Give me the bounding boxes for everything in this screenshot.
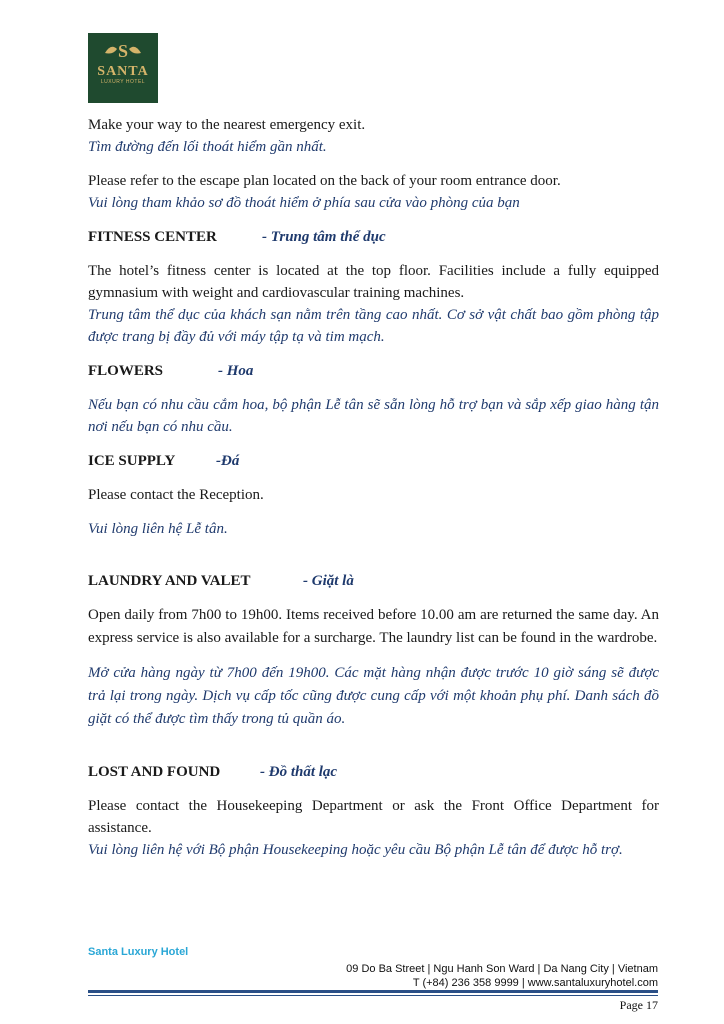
logo-subtitle: LUXURY HOTEL: [100, 79, 146, 85]
flowers-heading-vi: - Hoa: [218, 363, 254, 379]
page-content: [88, 114, 659, 861]
fitness-heading: [88, 226, 659, 248]
emergency-text-en: Make your way to the nearest emergency exit.: [88, 117, 366, 133]
escape-plan-text-vi: Vui lòng tham khảo sơ đồ thoát hiểm ở phía sau cửa vào phòng của bạn: [88, 195, 520, 211]
ice-text-vi: Vui lòng liên hệ Lễ tân.: [88, 521, 228, 537]
svg-text:S: S: [117, 41, 129, 61]
emergency-text-vi: Tìm đường đến lối thoát hiểm gần nhất.: [88, 139, 327, 155]
fitness-text-vi: Trung tâm thể dục của khách sạn nằm trên tầng cao nhất. Cơ sở vật chất bao gồm phòng tập được trang bị đầy đủ với máy tập tạ và tim mạch.: [88, 307, 659, 345]
footer-rule-thin: [88, 995, 658, 996]
lost-found-heading: [88, 761, 659, 783]
ice-heading: [88, 450, 659, 472]
laundry-heading-en: LAUNDRY AND VALET: [88, 573, 251, 589]
footer-address: 09 Do Ba Street | Ngu Hanh Son Ward | Da Nang City | Vietnam: [346, 963, 658, 975]
footer-contact: T (+84) 236 358 9999 | www.santaluxuryhotel.com: [412, 977, 658, 989]
laundry-heading-vi: - Giặt là: [303, 573, 354, 589]
fitness-heading-en: FITNESS CENTER: [88, 229, 217, 245]
ice-heading-en: ICE SUPPLY: [88, 453, 176, 469]
footer-brand: Santa Luxury Hotel: [88, 946, 189, 958]
laundry-heading: [88, 570, 659, 592]
lost-found-text-en: Please contact the Housekeeping Department or ask the Front Office Department for assistance.: [88, 798, 659, 836]
lost-found-text-vi: Vui lòng liên hệ với Bộ phận Housekeeping hoặc yêu cầu Bộ phận Lễ tân để được hỗ trợ.: [88, 842, 623, 858]
lost-found-heading-en: LOST AND FOUND: [88, 764, 221, 780]
fitness-text-en: The hotel’s fitness center is located at the top floor. Facilities include a fully equipped gymnasium with weight and cardiovascular training machines.: [88, 263, 659, 301]
escape-plan-text-en: Please refer to the escape plan located on the back of your room entrance door.: [88, 173, 561, 189]
fitness-heading-vi: - Trung tâm thể dục: [262, 229, 386, 245]
lost-found-heading-vi: - Đồ thất lạc: [260, 764, 338, 780]
ice-text-en: Please contact the Reception.: [88, 487, 264, 503]
santa-logo-icon: [103, 39, 143, 63]
footer-rule-thick: [88, 990, 658, 993]
laundry-text-en: Open daily from 7h00 to 19h00. Items received before 10.00 am are returned the same day. An express service is also available for a surcharge. The laundry list can be found in the wardrobe.: [88, 607, 659, 646]
footer-address-block: [346, 962, 658, 990]
ice-heading-vi: -Đá: [216, 453, 240, 469]
flowers-heading-en: FLOWERS: [88, 363, 164, 379]
logo-name: SANTA: [97, 64, 149, 79]
flowers-text-vi: Nếu bạn có nhu cầu cắm hoa, bộ phận Lễ tân sẽ sẵn lòng hỗ trợ bạn và sắp xếp giao hàng tận nơi nếu bạn có nhu cầu.: [88, 397, 659, 435]
laundry-text-vi: Mở cửa hàng ngày từ 7h00 đến 19h00. Các mặt hàng nhận được trước 10 giờ sáng sẽ được trả lại trong ngày. Dịch vụ cấp tốc cũng được cung cấp với một khoản phụ phí. Danh sách đồ giặt có thể được tìm thấy trong tủ quần áo.: [88, 665, 659, 727]
page-number: Page 17: [619, 998, 658, 1012]
hotel-logo: [88, 33, 158, 103]
flowers-heading: [88, 360, 659, 382]
